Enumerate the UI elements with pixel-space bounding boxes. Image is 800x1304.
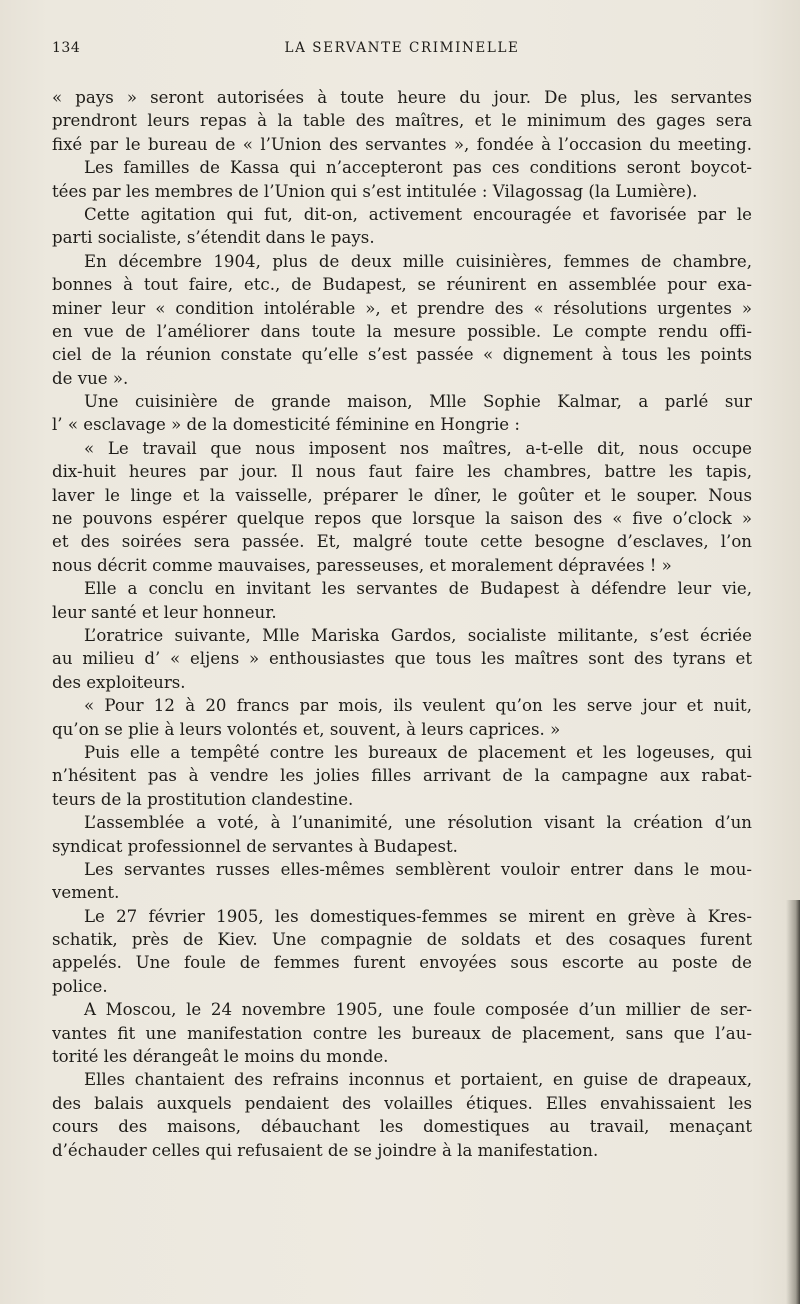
text-line: Elle a conclu en invitant les servantes de Budapest à défendre leur vie,: [84, 579, 752, 599]
text-line: tées par les membres de l’Union qui s’est intitulée : Vilagossag (la Lumière).: [52, 181, 698, 201]
page-number: 134: [52, 40, 81, 56]
text-line: en vue de l’améliorer dans toute la mesure possible. Le compte rendu offi-: [52, 321, 752, 341]
text-line: Les familles de Kassa qui n’accepteront pas ces conditions seront boycot-: [84, 158, 752, 178]
text-line: vement.: [52, 883, 120, 903]
text-line: laver le linge et la vaisselle, préparer le dîner, le goûter et le souper. Nous: [52, 485, 752, 505]
text-line: syndicat professionnel de servantes à Budapest.: [52, 836, 458, 856]
text-line: Puis elle a tempêté contre les bureaux de placement et les logeuses, qui: [84, 742, 752, 762]
text-line: Les servantes russes elles-mêmes semblèrent vouloir entrer dans le mou-: [84, 859, 752, 879]
text-line: police.: [52, 976, 108, 996]
text-line: teurs de la prostitution clandestine.: [52, 789, 354, 809]
text-line: des balais auxquels pendaient des volailles étiques. Elles envahissaient les: [52, 1093, 752, 1113]
text-line: « Pour 12 à 20 francs par mois, ils veulent qu’on les serve jour et nuit,: [84, 696, 752, 716]
text-line: d’échauder celles qui refusaient de se joindre à la manifestation.: [52, 1140, 599, 1160]
text-line: A Moscou, le 24 novembre 1905, une foule composée d’un millier de ser-: [84, 1000, 752, 1020]
text-line: cours des maisons, débauchant les domestiques au travail, menaçant: [52, 1117, 752, 1137]
text-line: « pays » seront autorisées à toute heure du jour. De plus, les servantes: [52, 88, 752, 107]
text-line: leur santé et leur honneur.: [52, 602, 277, 622]
text-line: schatik, près de Kiev. Une compagnie de soldats et des cosaques furent: [52, 930, 752, 950]
text-line: de vue ».: [52, 368, 129, 388]
body-text: [52, 86, 752, 1162]
text-line: au milieu d’ « eljens » enthousiastes que tous les maîtres sont des tyrans et: [52, 649, 752, 669]
text-line: L’assemblée a voté, à l’unanimité, une résolution visant la création d’un: [84, 813, 752, 833]
page-edge-shadow: [786, 900, 800, 1304]
text-line: Le 27 février 1905, les domestiques-femmes se mirent en grève à Kres-: [84, 906, 752, 926]
text-line: torité les dérangeât le moins du monde.: [52, 1047, 389, 1067]
text-line: vantes fit une manifestation contre les bureaux de placement, sans que l’au-: [52, 1023, 752, 1043]
text-line: Une cuisinière de grande maison, Mlle Sophie Kalmar, a parlé sur: [84, 392, 752, 412]
text-line: Elles chantaient des refrains inconnus et portaient, en guise de drapeaux,: [84, 1070, 752, 1090]
text-line: prendront leurs repas à la table des maîtres, et le minimum des gages sera: [52, 111, 752, 131]
page-header: [52, 40, 752, 64]
text-line: parti socialiste, s’étendit dans le pays.: [52, 228, 375, 248]
text-line: fixé par le bureau de « l’Union des servantes », fondée à l’occasion du meeting.: [52, 134, 752, 154]
text-line: n’hésitent pas à vendre les jolies filles arrivant de la campagne aux rabat-: [52, 766, 752, 786]
text-line: l’ « esclavage » de la domesticité féminine en Hongrie :: [52, 415, 520, 435]
text-line: des exploiteurs.: [52, 672, 186, 692]
text-line: ciel de la réunion constate qu’elle s’est passée « dignement à tous les points: [52, 345, 752, 365]
text-line: qu’on se plie à leurs volontés et, souvent, à leurs caprices. »: [52, 719, 561, 739]
text-line: « Le travail que nous imposent nos maîtres, a-t-elle dit, nous occupe: [84, 438, 752, 458]
running-title: LA SERVANTE CRIMINELLE: [284, 40, 520, 56]
text-line: bonnes à tout faire, etc., de Budapest, se réunirent en assemblée pour exa-: [52, 275, 752, 295]
text-line: En décembre 1904, plus de deux mille cuisinières, femmes de chambre,: [84, 251, 752, 271]
text-line: appelés. Une foule de femmes furent envoyées sous escorte au poste de: [52, 953, 752, 973]
text-line: L’oratrice suivante, Mlle Mariska Gardos, socialiste militante, s’est écriée: [84, 625, 752, 645]
text-line: nous décrit comme mauvaises, paresseuses, et moralement dépravées ! »: [52, 555, 672, 575]
text-line: dix-huit heures par jour. Il nous faut faire les chambres, battre les tapis,: [52, 462, 752, 482]
text-line: Cette agitation qui fut, dit-on, activement encouragée et favorisée par le: [84, 204, 752, 224]
text-line: ne pouvons espérer quelque repos que lorsque la saison des « five o’clock »: [52, 509, 752, 529]
text-line: et des soirées sera passée. Et, malgré toute cette besogne d’esclaves, l’on: [52, 532, 752, 552]
text-line: miner leur « condition intolérable », et prendre des « résolutions urgentes »: [52, 298, 752, 318]
